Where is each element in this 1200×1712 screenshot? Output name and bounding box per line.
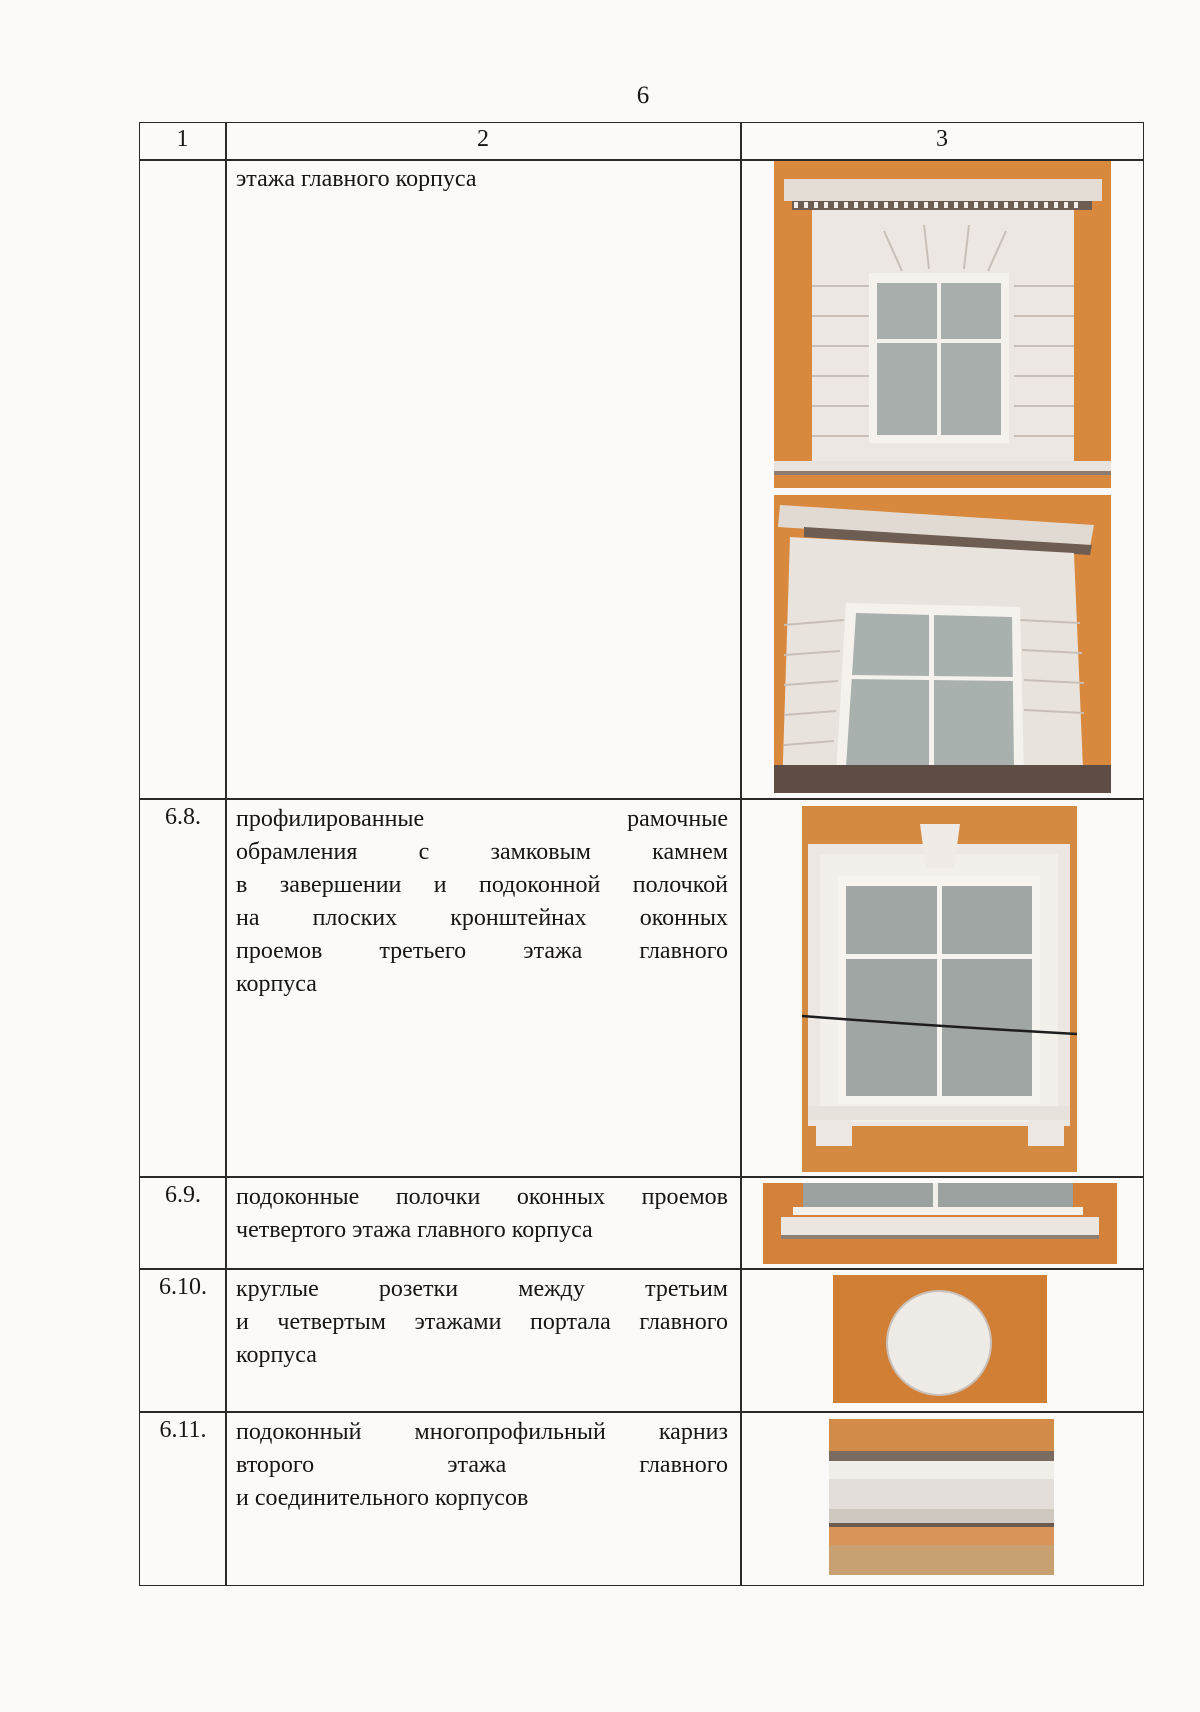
description-line: четвертого этажа главного корпуса (236, 1217, 593, 1243)
column-header-2: 2 (477, 126, 489, 152)
description-line: второго этажа главного (236, 1452, 728, 1478)
column-divider (225, 123, 227, 1585)
row-description (236, 163, 728, 196)
sill-photo (763, 1183, 1117, 1264)
window-photo-3 (802, 806, 1077, 1172)
description-line: подоконные полочки оконных проемов (236, 1184, 728, 1210)
column-header-1: 1 (176, 126, 189, 152)
description-line: подоконный многопрофильный карниз (236, 1419, 728, 1445)
description-line: корпуса (236, 1342, 317, 1368)
description-line: и соединительного корпусов (236, 1485, 529, 1511)
row-description (236, 803, 728, 1001)
row-description (236, 1273, 728, 1372)
description-line: круглые розетки между третьим (236, 1276, 728, 1302)
description-line: этажа главного корпуса (236, 166, 477, 192)
row-number: 6.11. (159, 1417, 207, 1443)
description-line: профилированные рамочные (236, 806, 728, 832)
description-line: и четвертым этажами портала главного (236, 1309, 728, 1335)
architecture-table (139, 122, 1144, 1586)
window-photo-1 (774, 161, 1111, 488)
row-divider (140, 798, 1143, 800)
row-description (236, 1181, 728, 1247)
description-line: обрамления с замковым камнем (236, 839, 728, 865)
row-number: 6.10. (159, 1274, 207, 1300)
row-description (236, 1416, 728, 1515)
rosette-photo (833, 1275, 1047, 1403)
row-divider (140, 1411, 1143, 1413)
row-number: 6.9. (165, 1182, 201, 1208)
description-line: проемов третьего этажа главного (236, 938, 728, 964)
window-photo-2 (774, 495, 1111, 793)
page-number: 6 (636, 82, 650, 109)
column-header-3: 3 (936, 126, 948, 152)
cornice-photo (829, 1419, 1054, 1575)
row-divider (140, 1268, 1143, 1270)
description-line: на плоских кронштейнах оконных (236, 905, 728, 931)
row-divider (140, 1176, 1143, 1178)
row-number: 6.8. (165, 804, 201, 830)
description-line: в завершении и подоконной полочкой (236, 872, 728, 898)
description-line: корпуса (236, 971, 317, 997)
column-divider (740, 123, 742, 1585)
